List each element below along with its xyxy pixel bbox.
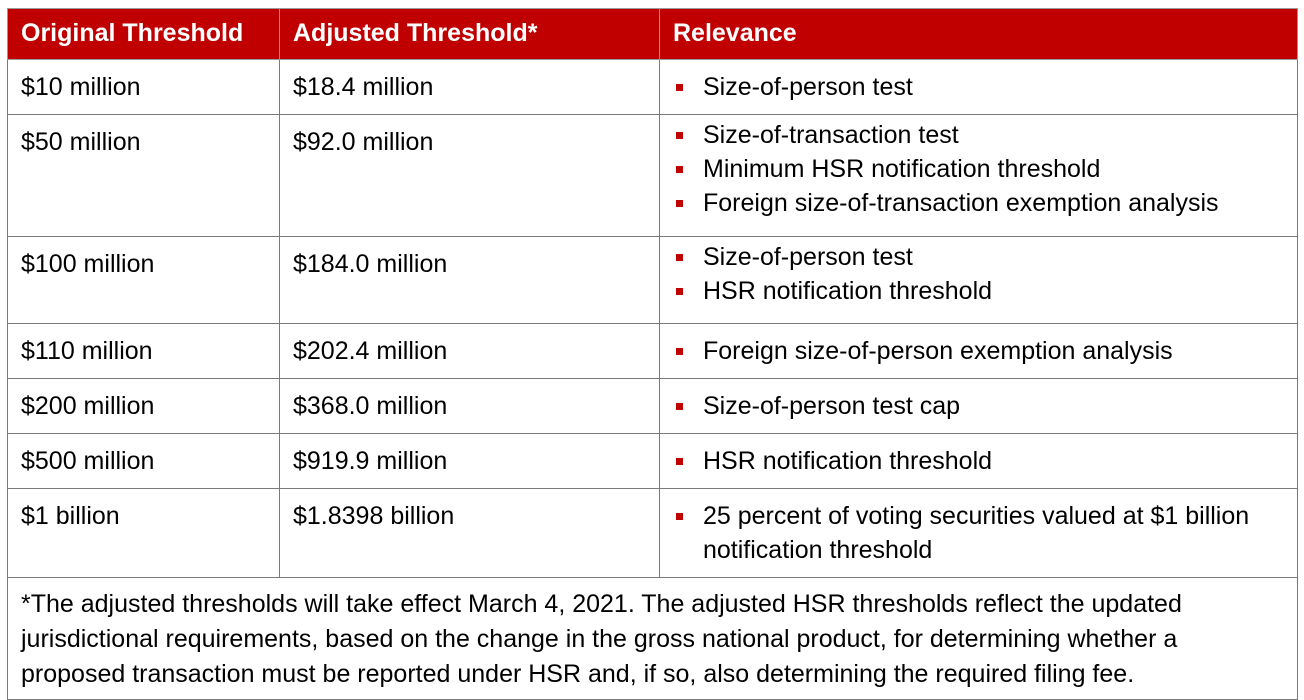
- adjusted-threshold-cell: $202.4 million: [280, 324, 660, 379]
- original-threshold-cell: $10 million: [8, 60, 280, 115]
- table-row: [8, 489, 1298, 578]
- table-row: [8, 324, 1298, 379]
- adjusted-threshold-cell: $92.0 million: [280, 115, 660, 237]
- table-row: [8, 237, 1298, 324]
- relevance-list: [673, 118, 1285, 220]
- relevance-item: Size-of-transaction test: [673, 118, 1285, 152]
- original-threshold-cell: $110 million: [8, 324, 280, 379]
- relevance-cell: [660, 434, 1298, 489]
- relevance-item: Size-of-person test: [673, 240, 1285, 274]
- relevance-cell: [660, 324, 1298, 379]
- table-row: [8, 434, 1298, 489]
- original-threshold-cell: $200 million: [8, 379, 280, 434]
- relevance-item: Size-of-person test: [673, 70, 1285, 104]
- relevance-cell: [660, 115, 1298, 237]
- relevance-item: 25 percent of voting securities valued at $1 billion notification threshold: [673, 499, 1285, 567]
- relevance-item: HSR notification threshold: [673, 444, 1285, 478]
- header-row: [8, 9, 1298, 60]
- relevance-list: [673, 389, 1285, 423]
- adjusted-threshold-cell: $368.0 million: [280, 379, 660, 434]
- footnote-row: [8, 578, 1298, 700]
- original-threshold-cell: $50 million: [8, 115, 280, 237]
- relevance-item: Foreign size-of-transaction exemption analysis: [673, 186, 1285, 220]
- table-row: [8, 60, 1298, 115]
- table-row: [8, 379, 1298, 434]
- relevance-cell: [660, 60, 1298, 115]
- table-row: [8, 115, 1298, 237]
- original-threshold-cell: $500 million: [8, 434, 280, 489]
- relevance-list: [673, 70, 1285, 104]
- relevance-list: [673, 444, 1285, 478]
- relevance-item: Minimum HSR notification threshold: [673, 152, 1285, 186]
- relevance-list: [673, 240, 1285, 308]
- header-relevance: Relevance: [660, 9, 1298, 60]
- adjusted-threshold-cell: $1.8398 billion: [280, 489, 660, 578]
- footnote: *The adjusted thresholds will take effect March 4, 2021. The adjusted HSR thresholds reflect the updated jurisdictional requirements, based on the change in the gross national product, for determining whether a proposed transaction must be reported under HSR and, if so, also determining the required filing fee.: [8, 578, 1298, 700]
- relevance-cell: [660, 489, 1298, 578]
- header-adjusted-threshold: Adjusted Threshold*: [280, 9, 660, 60]
- relevance-cell: [660, 237, 1298, 324]
- relevance-item: HSR notification threshold: [673, 274, 1285, 308]
- relevance-list: [673, 334, 1285, 368]
- relevance-item: Foreign size-of-person exemption analysis: [673, 334, 1285, 368]
- relevance-item: Size-of-person test cap: [673, 389, 1285, 423]
- original-threshold-cell: $100 million: [8, 237, 280, 324]
- relevance-list: [673, 499, 1285, 567]
- adjusted-threshold-cell: $18.4 million: [280, 60, 660, 115]
- header-original-threshold: Original Threshold: [8, 9, 280, 60]
- adjusted-threshold-cell: $184.0 million: [280, 237, 660, 324]
- adjusted-threshold-cell: $919.9 million: [280, 434, 660, 489]
- original-threshold-cell: $1 billion: [8, 489, 280, 578]
- threshold-table: [7, 8, 1298, 700]
- threshold-table-container: [7, 8, 1298, 700]
- relevance-cell: [660, 379, 1298, 434]
